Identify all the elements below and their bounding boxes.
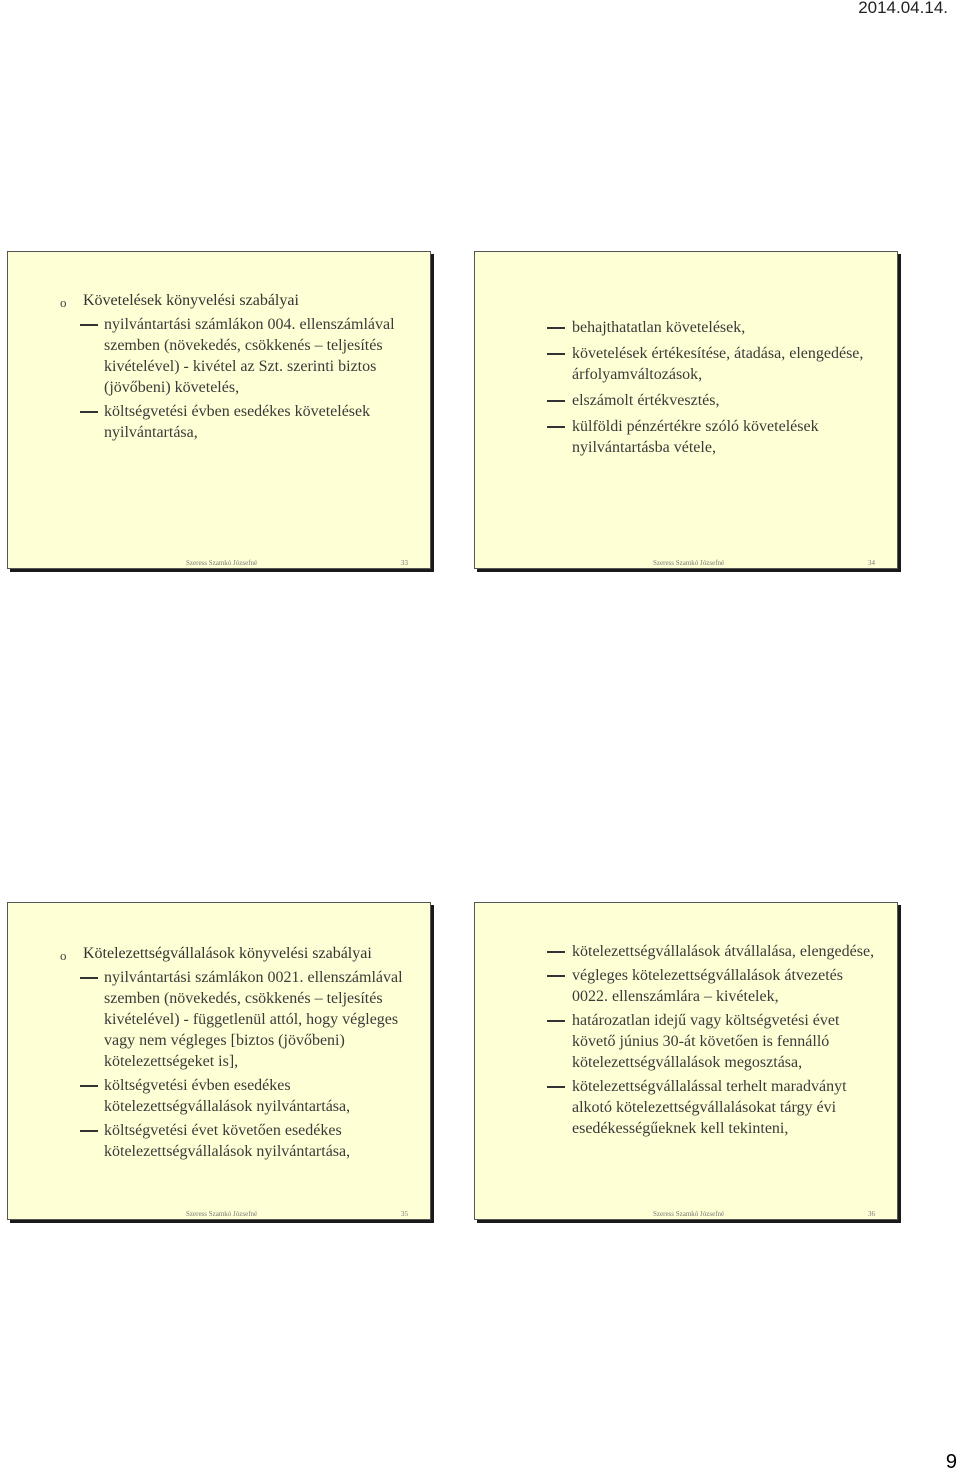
slide-content bbox=[475, 317, 897, 458]
list-item bbox=[8, 967, 430, 1072]
list-item bbox=[475, 343, 897, 385]
slide-33 bbox=[7, 251, 431, 569]
list-item-text: végleges kötelezettségvállalások átvezetés 0022. ellenszámlára – kivételek, bbox=[572, 967, 843, 1005]
list-item-text: költségvetési évben esedékes kötelezettségvállalások nyilvántartása, bbox=[104, 1077, 351, 1115]
list-item-text: nyilvántartási számlákon 0021. ellenszámlával szemben (növekedés, csökkenés – teljesítés kivételével) - függetlenül attól, hogy végleges vagy nem végleges [biztos (jövőbeni) kötelezettségeket is], bbox=[104, 969, 403, 1070]
list-item bbox=[8, 401, 430, 443]
slide-content bbox=[475, 941, 897, 1139]
list-item-text: elszámolt értékvesztés, bbox=[572, 392, 720, 409]
dash-bullet-icon bbox=[547, 1086, 565, 1088]
list-item bbox=[8, 1075, 430, 1117]
list-item bbox=[8, 314, 430, 398]
slide-35 bbox=[7, 902, 431, 1220]
slide-heading-text: Kötelezettségvállalások könyvelési szabályai bbox=[83, 945, 372, 962]
dash-bullet-icon bbox=[547, 327, 565, 329]
dash-bullet-icon bbox=[547, 353, 565, 355]
list-item-text: költségvetési évben esedékes követelések nyilvántartása, bbox=[104, 403, 371, 441]
slide-content bbox=[8, 290, 430, 443]
list-item-text: határozatlan idejű vagy költségvetési évet követő június 30-át követően is fennálló kötelezettségvállalások megosztása, bbox=[572, 1012, 840, 1071]
slide-heading-text: Követelések könyvelési szabályai bbox=[83, 292, 299, 309]
list-item bbox=[475, 317, 897, 338]
slide-content bbox=[8, 943, 430, 1162]
dash-bullet-icon bbox=[547, 400, 565, 402]
list-item-text: követelések értékesítése, átadása, elengedése, árfolyamváltozások, bbox=[572, 345, 864, 383]
list-item-text: behajthatatlan követelések, bbox=[572, 319, 746, 336]
footer-author: Szeress Szamkó Józsefné bbox=[653, 1210, 725, 1218]
dash-bullet-icon bbox=[547, 975, 565, 977]
header-date: 2014.04.14. bbox=[858, 0, 948, 17]
list-item-text: nyilvántartási számlákon 004. ellenszámlával szemben (növekedés, csökkenés – teljesítés kivételével) - kivétel az Szt. szerinti biztos (jövőbeni) követelés, bbox=[104, 316, 395, 396]
list-item bbox=[475, 1076, 897, 1139]
dash-bullet-icon bbox=[547, 426, 565, 428]
footer-author: Szeress Szamkó Józsefné bbox=[186, 1210, 258, 1218]
list-item bbox=[475, 965, 897, 1007]
slide-number: 36 bbox=[868, 1210, 875, 1218]
slide-34 bbox=[474, 251, 898, 569]
dash-bullet-icon bbox=[80, 977, 98, 979]
dash-bullet-icon bbox=[80, 324, 98, 326]
circle-bullet-icon: o bbox=[60, 295, 67, 310]
dash-bullet-icon bbox=[80, 411, 98, 413]
list-item-text: külföldi pénzértékre szóló követelések nyilvántartásba vétele, bbox=[572, 418, 819, 456]
list-item bbox=[475, 1010, 897, 1073]
list-item bbox=[475, 416, 897, 458]
dash-bullet-icon bbox=[80, 1130, 98, 1132]
slide-number: 34 bbox=[868, 559, 875, 567]
list-item-text: kötelezettségvállalások átvállalása, elengedése, bbox=[572, 943, 875, 960]
slide-heading bbox=[8, 290, 430, 311]
list-item bbox=[8, 1120, 430, 1162]
slide-number: 33 bbox=[401, 559, 408, 567]
dash-bullet-icon bbox=[547, 951, 565, 953]
slide-number: 35 bbox=[401, 1210, 408, 1218]
list-item bbox=[475, 390, 897, 411]
list-item bbox=[475, 941, 897, 962]
circle-bullet-icon: o bbox=[60, 948, 67, 963]
footer-author: Szeress Szamkó Józsefné bbox=[653, 559, 725, 567]
list-item-text: kötelezettségvállalással terhelt maradványt alkotó kötelezettségvállalásokat tárgy évi esedékességűeknek kell tekinteni, bbox=[572, 1078, 847, 1137]
slide-36 bbox=[474, 902, 898, 1220]
dash-bullet-icon bbox=[80, 1085, 98, 1087]
slide-heading bbox=[8, 943, 430, 964]
footer-author: Szeress Szamkó Józsefné bbox=[186, 559, 258, 567]
dash-bullet-icon bbox=[547, 1020, 565, 1022]
list-item-text: költségvetési évet követően esedékes kötelezettségvállalások nyilvántartása, bbox=[104, 1122, 351, 1160]
page-number: 9 bbox=[945, 1451, 957, 1473]
